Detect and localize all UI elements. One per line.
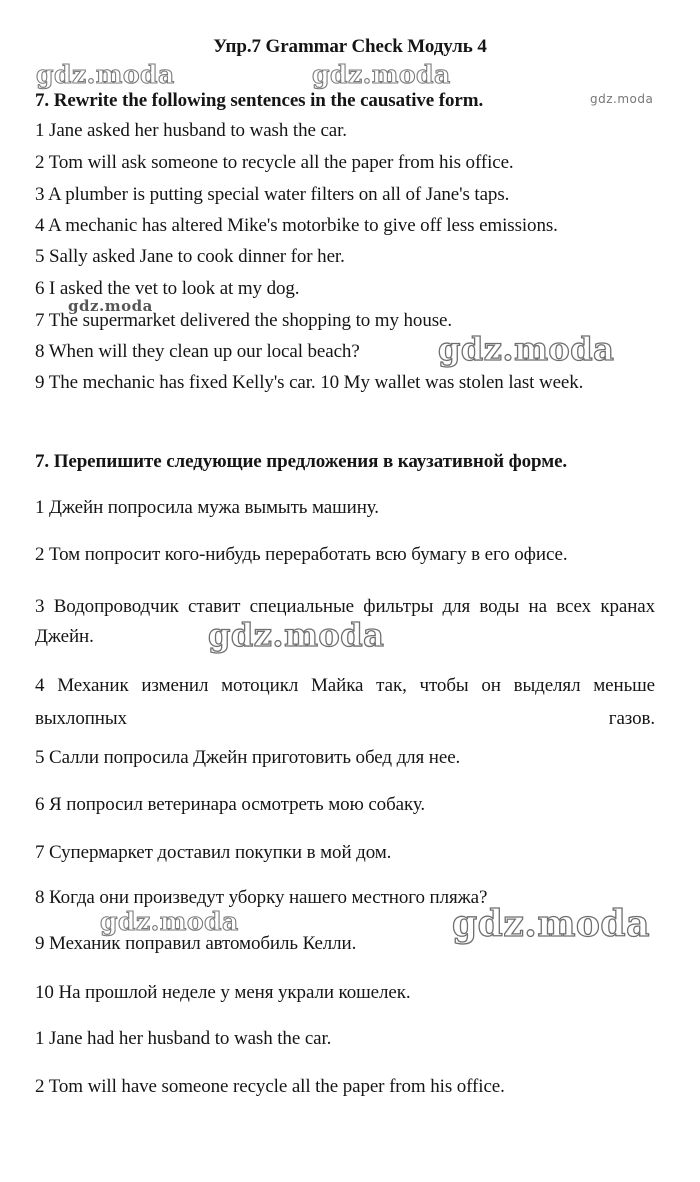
watermark-logo: gdz.moda bbox=[208, 616, 385, 654]
watermark-logo: gdz.moda bbox=[36, 60, 175, 89]
sentence-ru-9: 9 Механик поправил автомобиль Келли. bbox=[35, 933, 357, 954]
watermark-logo: gdz.moda bbox=[312, 60, 451, 89]
watermark-logo: gdz.moda bbox=[68, 297, 153, 315]
task-heading-ru: 7. Перепишите следующие предложения в каузативной форме. bbox=[35, 451, 568, 472]
sentence-ru-3: 3 Водопроводчик ставит специальные фильтры для воды на всех кранах Джейн. bbox=[35, 596, 655, 647]
watermark-logo: gdz.moda bbox=[100, 907, 239, 936]
sentence-ru-5: 5 Салли попросила Джейн приготовить обед для нее. bbox=[35, 747, 461, 768]
sentence-ru-8: 8 Когда они произведут уборку нашего местного пляжа? bbox=[35, 887, 488, 908]
task-heading-en: 7. Rewrite the following sentences in the causative form. bbox=[35, 90, 484, 111]
watermark-logo: gdz.moda bbox=[438, 330, 615, 368]
sentence-ru-7: 7 Супермаркет доставил покупки в мой дом. bbox=[35, 842, 392, 863]
sentence-en-9: 9 The mechanic has fixed Kelly's car. 10 My wallet was stolen last week. bbox=[35, 372, 584, 393]
sentence-en-4: 4 A mechanic has altered Mike's motorbike to give off less emissions. bbox=[35, 215, 558, 236]
sentence-en-8: 8 When will they clean up our local beach? bbox=[35, 341, 360, 362]
watermark-logo: gdz.moda bbox=[452, 903, 650, 945]
sentence-en-2: 2 Tom will ask someone to recycle all the paper from his office. bbox=[35, 152, 514, 173]
sentence-ru-6: 6 Я попросил ветеринара осмотреть мою собаку. bbox=[35, 794, 425, 815]
sentence-en-1: 1 Jane asked her husband to wash the car. bbox=[35, 120, 347, 141]
sentence-en-5: 5 Sally asked Jane to cook dinner for her. bbox=[35, 246, 345, 267]
sentence-en-6: 6 I asked the vet to look at my dog. bbox=[35, 278, 300, 299]
sentence-ru-4: 4 Механик изменил мотоцикл Майка так, чтобы он выделял меньше выхлопных газов. bbox=[35, 675, 655, 729]
watermark-logo: gdz.moda bbox=[590, 92, 654, 106]
sentence-ru-2: 2 Том попросит кого-нибудь переработать всю бумагу в его офисе. bbox=[35, 544, 568, 565]
answer-1: 1 Jane had her husband to wash the car. bbox=[35, 1028, 332, 1049]
sentence-en-7: 7 The supermarket delivered the shopping to my house. bbox=[35, 310, 453, 331]
answer-2: 2 Tom will have someone recycle all the paper from his office. bbox=[35, 1076, 505, 1097]
sentence-ru-1: 1 Джейн попросила мужа вымыть машину. bbox=[35, 497, 379, 518]
page-title: Упр.7 Grammar Check Модуль 4 bbox=[213, 36, 487, 57]
sentence-ru-10: 10 На прошлой неделе у меня украли кошелек. bbox=[35, 982, 411, 1003]
sentence-en-3: 3 A plumber is putting special water filters on all of Jane's taps. bbox=[35, 184, 510, 205]
